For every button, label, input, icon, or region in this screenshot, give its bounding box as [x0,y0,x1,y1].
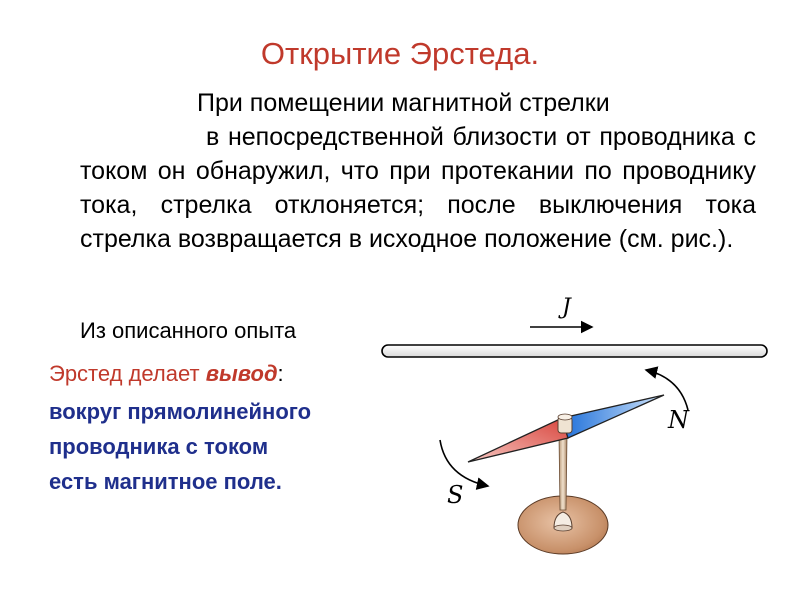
paragraph-line-1: При помещении магнитной стрелки [197,89,610,117]
needle-south-half [468,418,568,462]
rotation-arrow-south [440,440,488,486]
conclusion-prefix: Эрстед делает [49,361,206,386]
north-label: N [668,406,689,434]
oersted-figure [370,290,790,590]
current-label: J [562,295,571,320]
conclusion-colon: : [277,361,284,386]
experiment-text: Из описанного опыта [80,318,297,343]
south-label: S [447,481,464,509]
stand-post [559,435,567,510]
conclusion-line: вокруг прямолинейного [49,399,312,424]
description-paragraph [80,86,756,256]
conclusion-line: есть магнитное поле. [49,469,282,494]
paragraph-rest: проводника с током он обнаружил, что при протекании по проводнику тока, стрелка отклоняется; после выключения тока стрелка возвращается в исходное положение (см. рис.). [80,123,756,253]
conclusion-body [49,394,311,499]
conclusion-label [49,356,284,392]
slide-title: Открытие Эрстеда. [260,36,540,71]
conclusion-line: проводника с током [49,434,269,459]
conclusion-keyword: вывод [205,361,278,386]
conductor-wire [382,345,767,357]
paragraph-line-2: в непосредственной близости от [206,123,591,151]
needle-north-half [562,395,664,438]
rotation-arrow-north [646,370,688,410]
conclusion-label-full [49,356,50,357]
